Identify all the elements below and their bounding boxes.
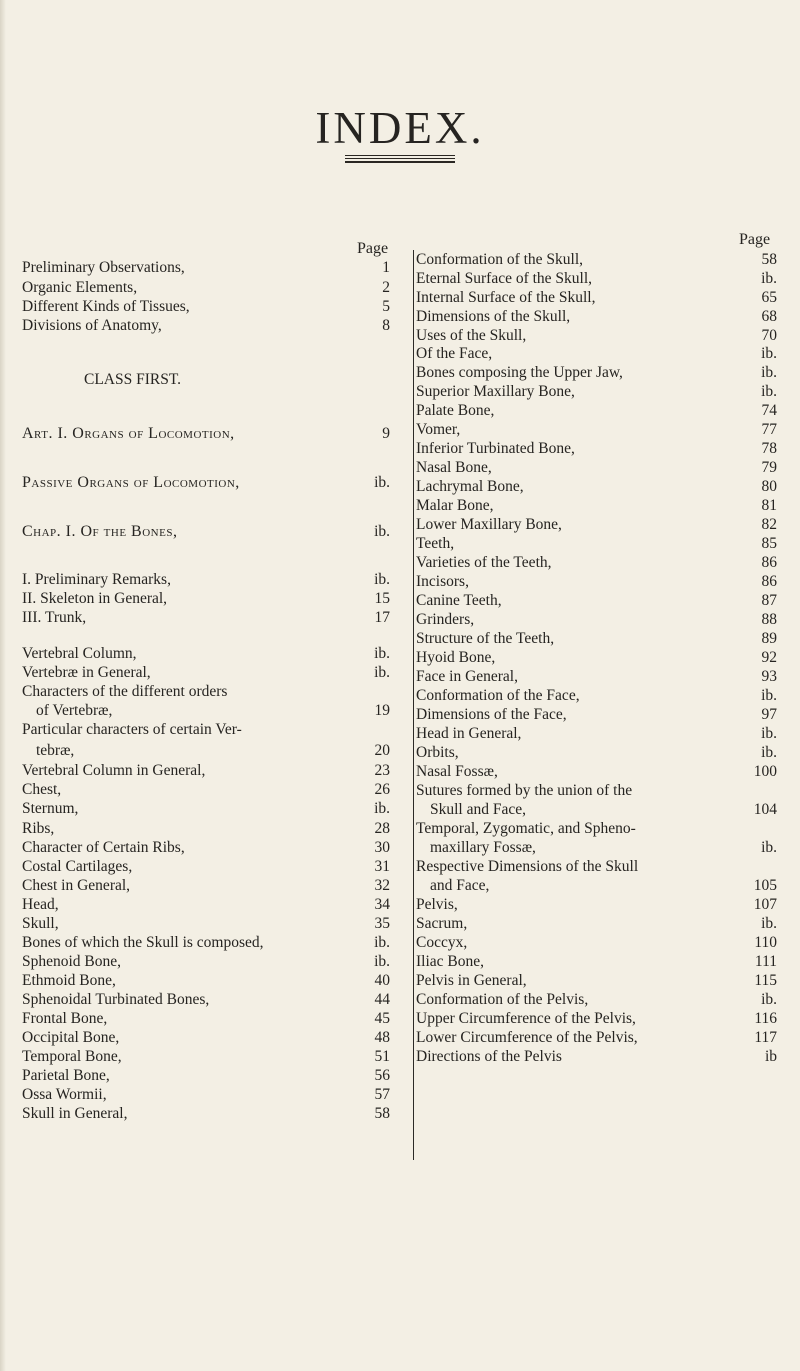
index-entry: Lower Maxillary Bone, 82 (416, 516, 777, 533)
index-entry: Palate Bone, 74 (416, 402, 777, 419)
index-entry: Sutures formed by the union of the (416, 782, 633, 799)
index-entry: Nasal Bone, 79 (416, 459, 777, 476)
index-entry: Character of Certain Ribs, 30 (22, 839, 390, 856)
index-entry: Dimensions of the Face, 97 (416, 706, 777, 723)
index-entry: Teeth, 85 (416, 535, 777, 552)
index-entry: Organic Elements, 2 (22, 279, 390, 296)
index-entry: Face in General, 93 (416, 668, 777, 685)
index-entry: Grinders, 88 (416, 611, 777, 628)
index-entry: Passive Organs of Locomotion, ib. (22, 474, 390, 491)
index-entry: Nasal Fossæ, 100 (416, 763, 777, 780)
index-entry: III. Trunk, 17 (22, 609, 390, 626)
index-entry: Occipital Bone, 48 (22, 1029, 390, 1046)
index-entry: Sphenoid Bone, ib. (22, 953, 390, 970)
index-entry: Sacrum, ib. (416, 915, 777, 932)
page-edge (0, 0, 6, 1371)
index-entry: Skull in General, 58 (22, 1105, 390, 1122)
index-entry: Preliminary Observations, 1 (22, 259, 390, 276)
index-entry: Conformation of the Pelvis, ib. (416, 991, 777, 1008)
index-entry: Temporal, Zygomatic, and Spheno- (416, 820, 636, 837)
page-column-header: Page (357, 240, 389, 257)
index-entry: Canine Teeth, 87 (416, 592, 777, 609)
index-entry: Respective Dimensions of the Skull (416, 858, 639, 875)
index-entry: Ribs, 28 (22, 820, 390, 837)
index-entry: Incisors, 86 (416, 573, 777, 590)
index-entry: Iliac Bone, 111 (416, 953, 777, 970)
index-entry: Particular characters of certain Ver- (22, 721, 242, 738)
index-entry: Vertebral Column, ib. (22, 645, 390, 662)
index-entry: Vertebræ in General, ib. (22, 664, 390, 681)
index-entry: and Face, 105 (430, 877, 777, 894)
index-entry: Conformation of the Skull, 58 (416, 251, 777, 268)
index-entry: Bones composing the Upper Jaw, ib. (416, 364, 777, 381)
index-entry: Malar Bone, 81 (416, 497, 777, 514)
index-entry: Sternum, ib. (22, 800, 390, 817)
index-entry: Costal Cartilages, 31 (22, 858, 390, 875)
index-entry: Head in General, ib. (416, 725, 777, 742)
index-entry: Pelvis, 107 (416, 896, 777, 913)
index-entry: Hyoid Bone, 92 (416, 649, 777, 666)
page-title: INDEX. (315, 103, 485, 154)
index-entry: Frontal Bone, 45 (22, 1010, 390, 1027)
index-entry: of Vertebræ, 19 (36, 702, 390, 719)
index-entry: Ossa Wormii, 57 (22, 1086, 390, 1103)
index-entry: Directions of the Pelvis ib (416, 1048, 777, 1065)
index-entry: Structure of the Teeth, 89 (416, 630, 777, 647)
index-entry: Superior Maxillary Bone, ib. (416, 383, 777, 400)
class-heading: CLASS FIRST. (84, 371, 182, 388)
index-entry: Lachrymal Bone, 80 (416, 478, 777, 495)
index-entry: tebræ, 20 (36, 742, 390, 759)
index-entry: Eternal Surface of the Skull, ib. (416, 270, 777, 287)
index-entry: Inferior Turbinated Bone, 78 (416, 440, 777, 457)
index-entry: Art. I. Organs of Locomotion, 9 (22, 425, 390, 442)
title-rule (345, 155, 455, 156)
index-entry: Temporal Bone, 51 (22, 1048, 390, 1065)
index-entry: Conformation of the Face, ib. (416, 687, 777, 704)
index-entry: Internal Surface of the Skull, 65 (416, 289, 777, 306)
index-entry: Different Kinds of Tissues, 5 (22, 298, 390, 315)
index-entry: II. Skeleton in General, 15 (22, 590, 390, 607)
index-entry: Vomer, 77 (416, 421, 777, 438)
index-entry: Parietal Bone, 56 (22, 1067, 390, 1084)
index-entry: Uses of the Skull, 70 (416, 327, 777, 344)
index-entry: Chap. I. Of the Bones, ib. (22, 523, 390, 540)
index-entry: Dimensions of the Skull, 68 (416, 308, 777, 325)
index-entry: Chest in General, 32 (22, 877, 390, 894)
index-entry: Upper Circumference of the Pelvis, 116 (416, 1010, 777, 1027)
index-entry: Sphenoidal Turbinated Bones, 44 (22, 991, 390, 1008)
index-entry: Bones of which the Skull is composed, ib. (22, 934, 390, 951)
index-entry: Lower Circumference of the Pelvis, 117 (416, 1029, 777, 1046)
title-rule (345, 158, 455, 159)
index-entry: Skull, 35 (22, 915, 390, 932)
title-rule (345, 161, 455, 163)
index-entry: maxillary Fossæ, ib. (430, 839, 777, 856)
index-entry: Pelvis in General, 115 (416, 972, 777, 989)
index-entry: Characters of the different orders (22, 683, 228, 700)
index-entry: Chest, 26 (22, 781, 390, 798)
index-entry: Divisions of Anatomy, 8 (22, 317, 390, 334)
index-entry: I. Preliminary Remarks, ib. (22, 571, 390, 588)
index-entry: Vertebral Column in General, 23 (22, 762, 390, 779)
index-entry: Varieties of the Teeth, 86 (416, 554, 777, 571)
index-entry: Head, 34 (22, 896, 390, 913)
page-column-header: Page (739, 231, 771, 248)
index-entry: Orbits, ib. (416, 744, 777, 761)
index-entry: Ethmoid Bone, 40 (22, 972, 390, 989)
index-entry: Skull and Face, 104 (430, 801, 777, 818)
index-entry: Of the Face, ib. (416, 345, 777, 362)
index-entry: Coccyx, 110 (416, 934, 777, 951)
